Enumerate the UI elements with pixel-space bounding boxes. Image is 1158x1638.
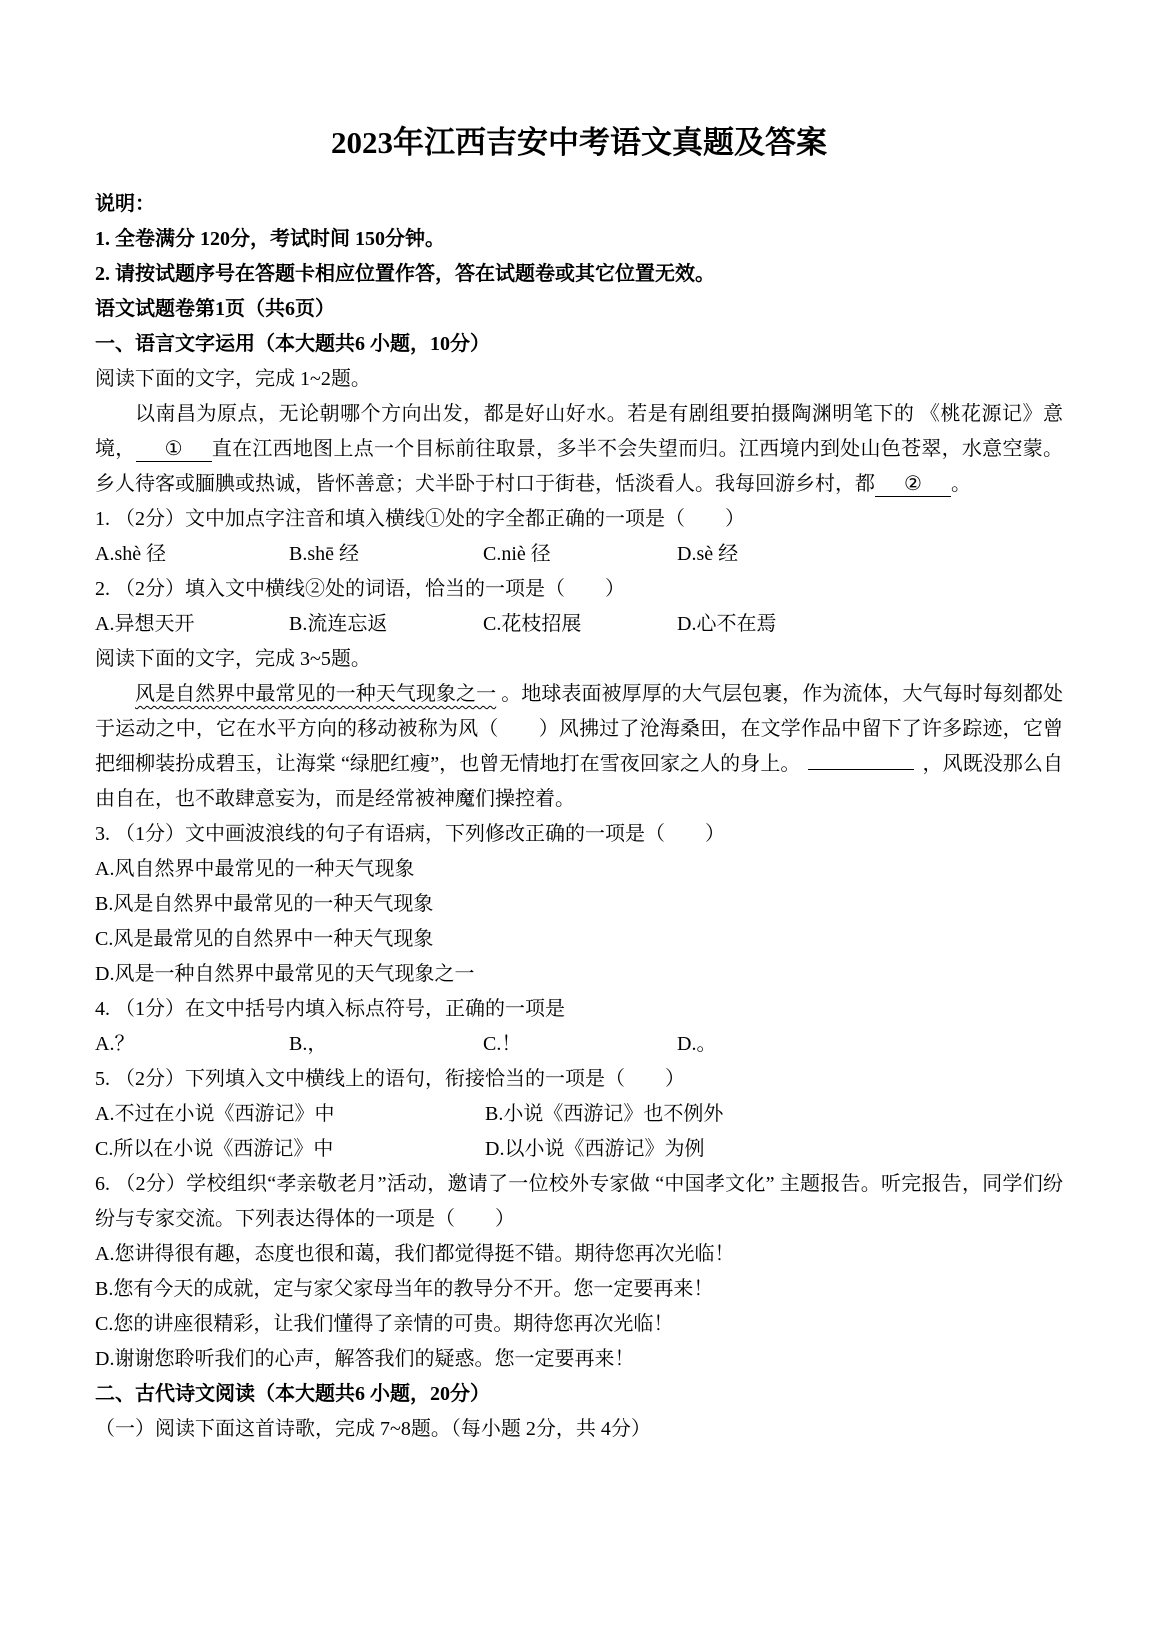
- page-indicator: 语文试题卷第1页（共6页）: [95, 298, 335, 320]
- question-1-option-b: B.shē 经: [289, 543, 359, 565]
- question-1-stem: 1. （2分）文中加点字注音和填入横线①处的字全都正确的一项是（ ）: [95, 508, 745, 530]
- question-2-option-c: C.花枝招展: [483, 613, 582, 635]
- question-5-option-a: A.不过在小说《西游记》中: [95, 1103, 335, 1125]
- question-4-option-b: B.，: [289, 1033, 328, 1055]
- question-2-options: [95, 607, 1063, 642]
- question-3-option-d: D.风是一种自然界中最常见的天气现象之一: [95, 963, 475, 985]
- question-4-stem: 4. （1分）在文中括号内填入标点符号，正确的一项是: [95, 998, 565, 1020]
- question-5-option-d: D.以小说《西游记》为例: [485, 1138, 705, 1160]
- question-5-stem: 5. （2分）下列填入文中横线上的语句，衔接恰当的一项是（ ）: [95, 1068, 685, 1090]
- question-3-option-c: C.风是最常见的自然界中一种天气现象: [95, 928, 434, 950]
- question-3-option-b: B.风是自然界中最常见的一种天气现象: [95, 893, 434, 915]
- question-4-option-a: A.？: [95, 1033, 135, 1055]
- section-1-heading: 一、语言文字运用（本大题共6 小题，10分）: [95, 333, 490, 355]
- reading-2-intro: 阅读下面的文字，完成 3~5题。: [95, 648, 371, 670]
- question-2-option-d: D.心不在焉: [677, 613, 777, 635]
- answer-blank-1: ①: [136, 438, 212, 462]
- question-2-option-b: B.流连忘返: [289, 613, 388, 635]
- answer-blank-2: ②: [875, 473, 951, 497]
- question-6-option-a: A.您讲得很有趣，态度也很和蔼，我们都觉得挺不错。期待您再次光临！: [95, 1243, 735, 1265]
- answer-blank-3: [808, 750, 914, 770]
- document-title: 2023年江西吉安中考语文真题及答案: [331, 125, 827, 160]
- question-6-option-d: D.谢谢您聆听我们的心声，解答我们的疑惑。您一定要再来！: [95, 1348, 635, 1370]
- note-item-2: 2. 请按试题序号在答题卡相应位置作答，答在试题卷或其它位置无效。: [95, 263, 715, 285]
- passage-1-text-a: 以南昌为原点，无论朝哪个方向出发，都是好山好水。若是有剧组要拍摄陶渊明笔下的 《桃花源记》意境，: [95, 403, 1063, 460]
- notes-label: 说明：: [95, 193, 155, 215]
- question-3-stem: 3. （1分）文中画波浪线的句子有语病，下列修改正确的一项是（ ）: [95, 823, 725, 845]
- note-item-1: 1. 全卷满分 120分，考试时间 150分钟。: [95, 228, 445, 250]
- question-5-options-row-1: [95, 1097, 1063, 1132]
- question-5-options-row-2: [95, 1132, 1063, 1167]
- passage-1: [95, 397, 1063, 502]
- question-3-option-a: A.风自然界中最常见的一种天气现象: [95, 858, 415, 880]
- passage-1-text-b: 直在江西地图上点一个目标前往取景，多半不会失望而归。江西境内到处山色苍翠，水意空蒙。乡人待客或腼腆或热诚，皆怀善意；犬半卧于村口于街巷，恬淡看人。我每回游乡村，都: [95, 438, 1064, 495]
- question-6-option-c: C.您的讲座很精彩，让我们懂得了亲情的可贵。期待您再次光临！: [95, 1313, 674, 1335]
- passage-2: [95, 677, 1063, 817]
- question-4-option-c: C.！: [483, 1033, 522, 1055]
- question-1-option-d: D.sè 经: [677, 543, 739, 565]
- question-1-option-c: C.niè 径: [483, 543, 551, 565]
- question-6-stem: 6. （2分）学校组织“孝亲敬老月”活动，邀请了一位校外专家做 “中国孝文化” 主题报告。听完报告，同学们纷纷与专家交流。下列表达得体的一项是（ ）: [95, 1173, 1063, 1230]
- reading-1-intro: 阅读下面的文字，完成 1~2题。: [95, 368, 371, 390]
- question-6-option-b: B.您有今天的成就，定与家父家母当年的教导分不开。您一定要再来！: [95, 1278, 714, 1300]
- question-4-option-d: D.。: [677, 1033, 717, 1055]
- question-5-option-b: B.小说《西游记》也不例外: [485, 1103, 724, 1125]
- passage-1-text-c: 。: [951, 473, 971, 495]
- question-1-options: [95, 537, 1063, 572]
- passage-2-text-b: ，风既没那么自由自在，也不敢肆意妄为，而是经常被神魔们操控着。: [95, 753, 1063, 810]
- section-2-sub-intro: （一）阅读下面这首诗歌，完成 7~8题。（每小题 2分，共 4分）: [95, 1418, 651, 1440]
- question-2-option-a: A.异想天开: [95, 613, 195, 635]
- question-1-option-a: A.shè 径: [95, 543, 167, 565]
- question-5-option-c: C.所以在小说《西游记》中: [95, 1138, 334, 1160]
- section-2-heading: 二、古代诗文阅读（本大题共6 小题，20分）: [95, 1383, 490, 1405]
- passage-2-text-a: 。地球表面被厚厚的大气层包裹，作为流体，大气每时每刻都处于运动之中，它在水平方向的移动被称为风（ ）风拂过了沧海桑田，在文学作品中留下了许多踪迹，它曾把细柳装扮成碧玉，让海棠 “绿肥红瘦”，也曾无情地打在雪夜回家之人的身上。: [95, 683, 1064, 775]
- passage-2-wavy-underlined-sentence: 风是自然界中最常见的一种天气现象之一: [135, 683, 497, 705]
- question-4-options: [95, 1027, 1063, 1062]
- question-2-stem: 2. （2分）填入文中横线②处的词语，恰当的一项是（ ）: [95, 578, 625, 600]
